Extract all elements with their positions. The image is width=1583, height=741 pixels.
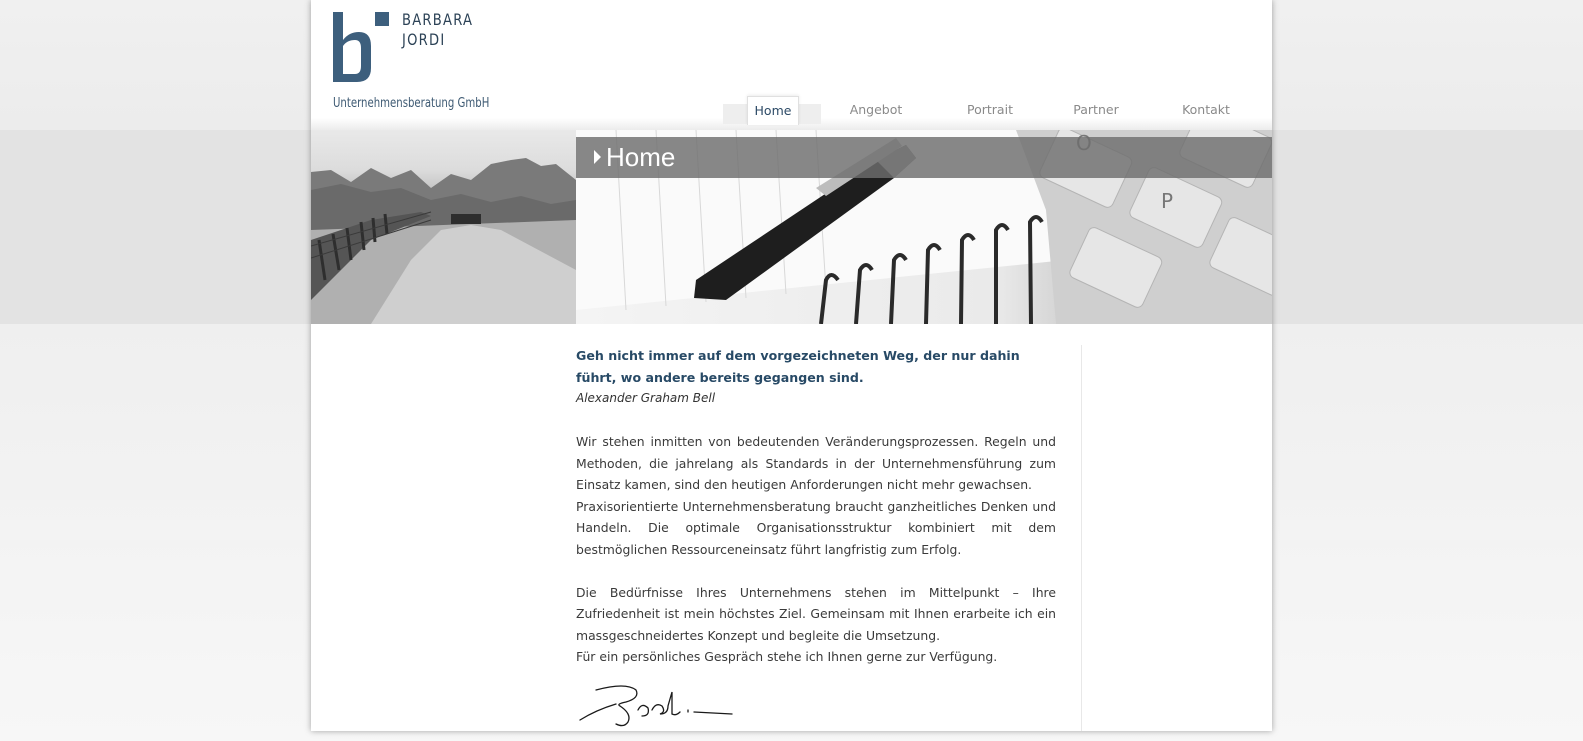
- nav-kontakt[interactable]: Kontakt: [1182, 102, 1230, 117]
- content-divider: [1081, 345, 1082, 731]
- signature: [576, 680, 746, 734]
- svg-text:P: P: [1161, 189, 1174, 213]
- paragraph-consulting: Praxisorientierte Unternehmensberatung braucht ganzheitliches Denken und Handeln. Die optimale Organisationsstruktur kombiniert mit dem bestmöglichen Ressourceneinsatz führt langfristig zum Erfolg.: [576, 498, 1056, 557]
- nav-shade: [723, 104, 747, 124]
- logo-name-line1: BARBARA: [402, 10, 474, 29]
- logo-subtitle: Unternehmensberatung GmbH: [333, 96, 490, 111]
- paragraph-contact: Für ein persönliches Gespräch stehe ich Ihnen gerne zur Verfügung.: [576, 649, 998, 664]
- nav-shade: [797, 104, 821, 124]
- mountain-path-image-icon: [311, 130, 576, 324]
- nav-home[interactable]: Home: [747, 96, 799, 125]
- paragraph-gap: [576, 560, 1056, 582]
- quote-text: Geh nicht immer auf dem vorgezeichneten Weg, der nur dahin führt, wo andere bereits gegangen sind.: [576, 348, 1020, 385]
- logo-b-mark-icon: [333, 12, 391, 84]
- paragraph-intro: Wir stehen inmitten von bedeutenden Veränderungsprozessen. Regeln und Methoden, die jahrelang als Standards in der Unternehmensführung zum Einsatz kamen, sind den heutigen Anforderungen nicht mehr gewachsen.: [576, 434, 1056, 492]
- nav-partner[interactable]: Partner: [1073, 102, 1119, 117]
- nav-portrait[interactable]: Portrait: [967, 102, 1013, 117]
- logo-name: [402, 10, 473, 50]
- mountain-path-photo: [311, 130, 576, 324]
- nav-angebot[interactable]: Angebot: [849, 102, 903, 117]
- main-content: [576, 345, 1056, 668]
- main-navigation: [311, 96, 1272, 124]
- page-title: Home: [606, 142, 676, 172]
- page-title-bar: [576, 137, 1272, 178]
- handwritten-signature-icon: [576, 680, 746, 730]
- paragraph-needs: Die Bedürfnisse Ihres Unternehmens stehen im Mittelpunkt – Ihre Zufriedenheit ist mein höchstes Ziel. Gemeinsam mit Ihnen erarbeite ich ein massgeschneidertes Konzept und begleite die Umsetzung.: [576, 584, 1056, 643]
- page-container: [311, 0, 1272, 731]
- quote-author: Alexander Graham Bell: [576, 391, 716, 405]
- arrow-right-icon: [594, 150, 601, 164]
- logo-name-line2: JORDI: [402, 30, 446, 49]
